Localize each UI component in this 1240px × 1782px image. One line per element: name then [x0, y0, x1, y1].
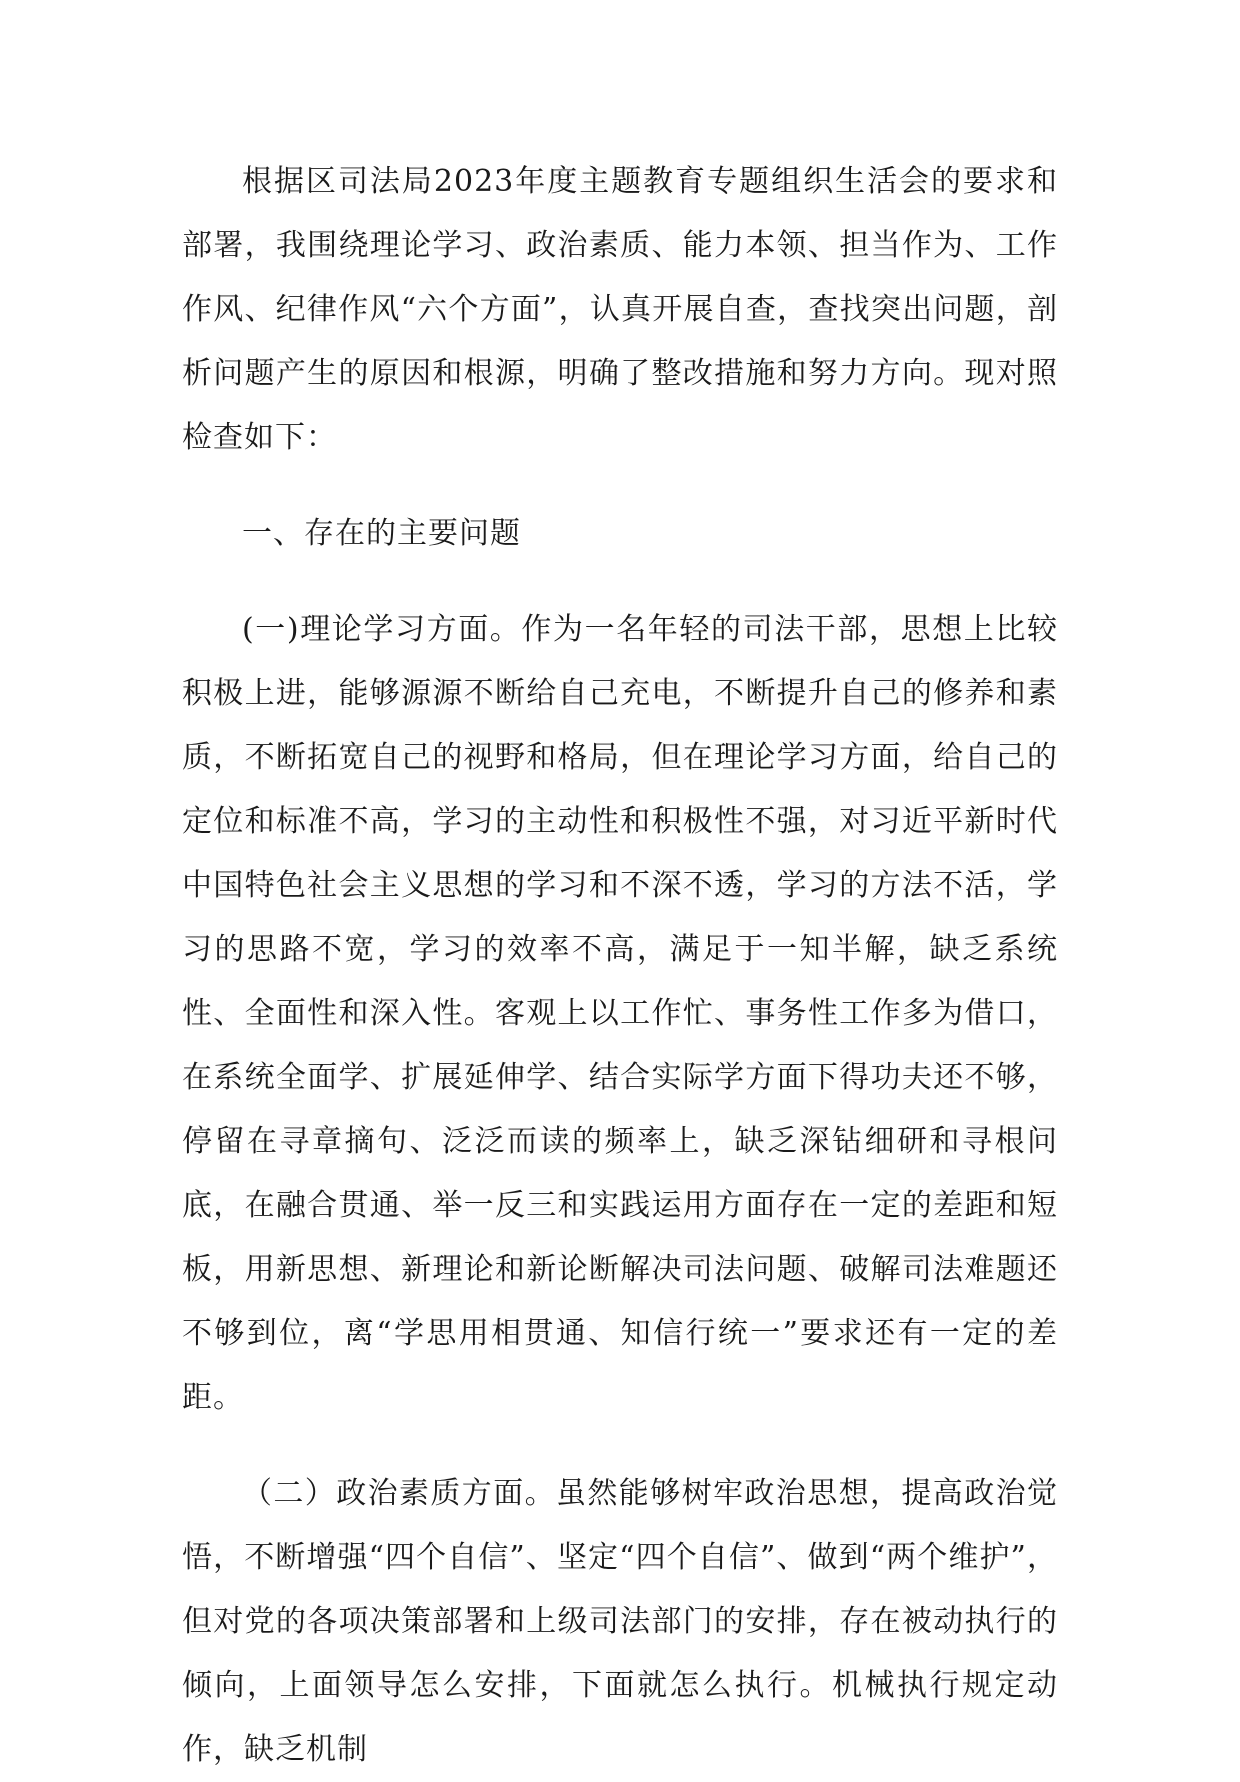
- section-heading: 一、存在的主要问题: [242, 516, 521, 551]
- political-quality-paragraph: （二）政治素质方面。虽然能够树牢政治思想，提高政治觉悟，不断增强“四个自信”、坚定“四个自信”、做到“两个维护”，但对党的各项决策部署和上级司法部门的安排，存在被动执行的倾向，上面领导怎么安排，下面就怎么执行。机械执行规定动作，缺乏机制: [182, 1476, 1058, 1767]
- paragraph-gap: [182, 566, 1058, 598]
- theory-study-paragraph: (一)理论学习方面。作为一名年轻的司法干部，思想上比较积极上进，能够源源不断给自己充电，不断提升自己的修养和素质，不断拓宽自己的视野和格局，但在理论学习方面，给自己的定位和标准不高，学习的主动性和积极性不强，对习近平新时代中国特色社会主义思想的学习和不深不透，学习的方法不活，学习的思路不宽，学习的效率不高，满足于一知半解，缺乏系统性、全面性和深入性。客观上以工作忙、事务性工作多为借口，在系统全面学、扩展延伸学、结合实际学方面下得功夫还不够，停留在寻章摘句、泛泛而读的频率上，缺乏深钻细研和寻根问底，在融合贯通、举一反三和实践运用方面存在一定的差距和短板，用新思想、新理论和新论断解决司法问题、破解司法难题还不够到位，离“学思用相贯通、知信行统一”要求还有一定的差距。: [182, 612, 1058, 1415]
- document-body: [182, 150, 1058, 1782]
- intro-paragraph: 根据区司法局2023年度主题教育专题组织生活会的要求和部署，我围绕理论学习、政治素质、能力本领、担当作为、工作作风、纪律作风“六个方面”，认真开展自查，查找突出问题，剖析问题产生的原因和根源，明确了整改措施和努力方向。现对照检查如下：: [182, 164, 1058, 455]
- paragraph-gap: [182, 1430, 1058, 1462]
- paragraph-gap: [182, 470, 1058, 502]
